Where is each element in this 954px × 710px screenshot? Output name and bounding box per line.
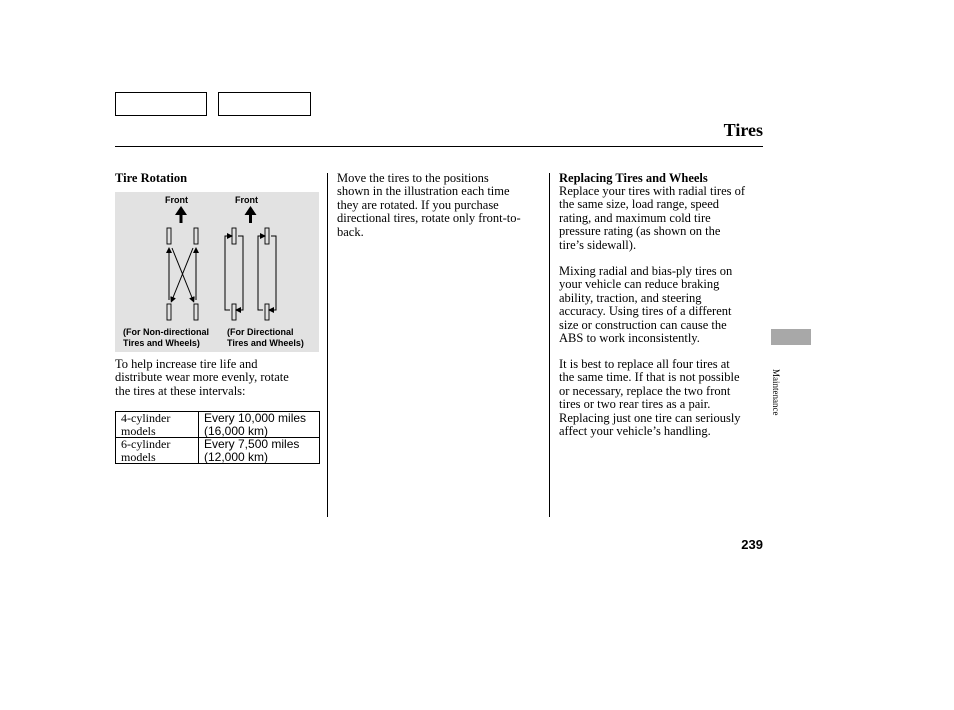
tire-icon	[194, 228, 198, 244]
replacing-paragraph-2: Mixing radial and bias-ply tires on your vehicle can reduce braking ability, traction, and steering accuracy. Using tires of a different size or construction can cause the ABS to work inconsistently.	[559, 264, 733, 346]
tire-icon	[232, 304, 236, 320]
tire-icon	[194, 304, 198, 320]
tire-icon	[167, 304, 171, 320]
tire-icon	[265, 304, 269, 320]
rotation-interval-table	[115, 411, 320, 464]
header-rule	[115, 146, 763, 147]
front-arrow-right-icon	[245, 206, 257, 223]
front-label-right: Front	[235, 195, 258, 205]
section-tab-label: Maintenance	[771, 369, 781, 416]
tire-icon	[167, 228, 171, 244]
model-cell: 4-cylinder models	[116, 412, 199, 438]
page-number: 239	[741, 537, 763, 552]
table-row	[116, 412, 320, 438]
nav-box-right[interactable]	[218, 92, 311, 116]
tire-icon	[265, 228, 269, 244]
front-label-left: Front	[165, 195, 188, 205]
rotation-figure	[115, 192, 319, 352]
rotation-intro: To help increase tire life and distribute wear more evenly, rotate the tires at these intervals:	[115, 357, 289, 398]
rotation-instructions: Move the tires to the positions shown in the illustration each time they are rotated. If you purchase directional tires, rotate only front-to- back.	[337, 171, 521, 239]
column-divider-1	[327, 173, 328, 517]
nav-box-left[interactable]	[115, 92, 207, 116]
tire-rotation-heading: Tire Rotation	[115, 171, 188, 185]
replacing-paragraph-1: Replace your tires with radial tires of the same size, load range, speed rating, and maximum cold tire pressure rating (as shown on the tire’s sidewall).	[559, 184, 746, 252]
interval-cell: Every 10,000 miles (16,000 km)	[199, 412, 320, 438]
caption-non-directional: (For Non-directional Tires and Wheels)	[123, 327, 209, 348]
replacing-tires-heading: Replacing Tires and Wheels	[559, 171, 708, 185]
interval-cell: Every 7,500 miles (12,000 km)	[199, 438, 320, 464]
front-arrow-left-icon	[175, 206, 187, 223]
page-title: Tires	[723, 120, 763, 140]
caption-directional: (For Directional Tires and Wheels)	[227, 327, 304, 348]
table-row	[116, 438, 320, 464]
section-tab[interactable]	[771, 329, 811, 345]
tire-icon	[232, 228, 236, 244]
column-divider-2	[549, 173, 550, 517]
replacing-paragraph-3: It is best to replace all four tires at the same time. If that is not possible or necessary, replace the two front tires or two rear tires as a pair. Replacing just one tire can seriously affect your vehicle’s handling.	[559, 357, 741, 439]
model-cell: 6-cylinder models	[116, 438, 199, 464]
